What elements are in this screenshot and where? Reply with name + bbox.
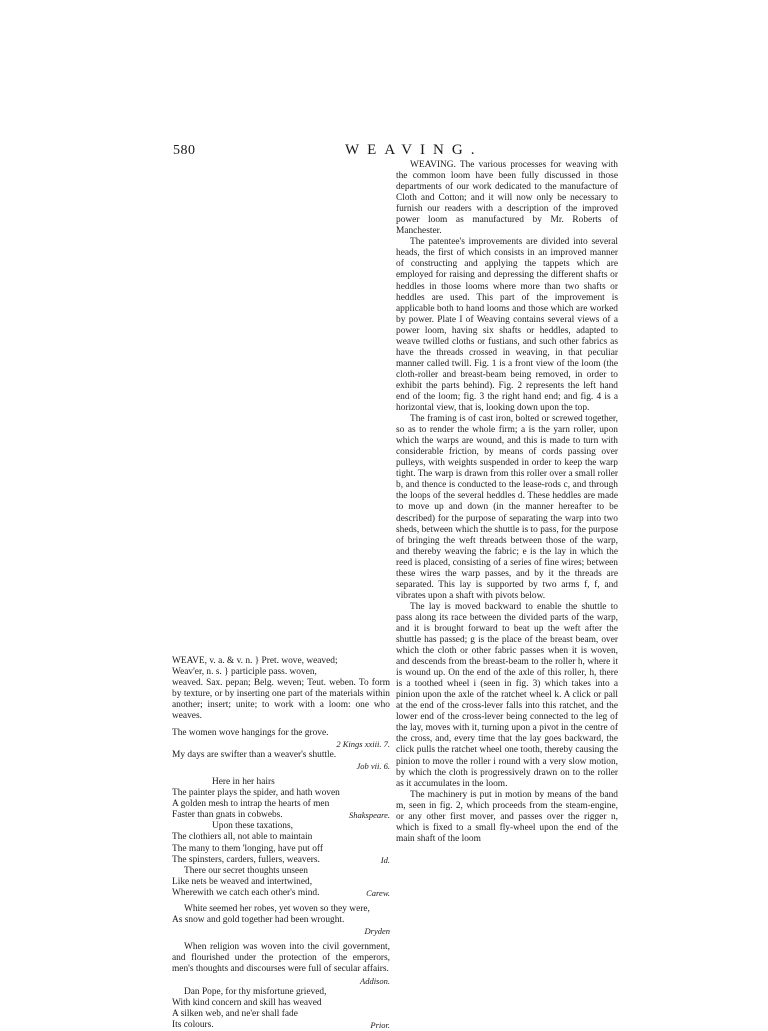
entry-headword-line: Weav'er, n. s. } participle pass. woven, <box>172 667 317 678</box>
quote-attribution: Carew. <box>366 887 390 898</box>
quote-attribution: Id. <box>380 854 390 865</box>
quote-line: There our secret thoughts unseen <box>184 865 308 876</box>
quotation <box>172 904 390 937</box>
quotation <box>172 728 390 750</box>
quote-line <box>172 1020 390 1031</box>
paragraph: The framing is of cast iron, bolted or screwed together, so as to render the whole firm; a is the yarn roller, upon which the warps are wound, and this is made to turn with considerable friction, by means of cords passing over pulleys, with weights suspended in order to keep the warp tight. The warp is drawn from this roller over a small roller b, and thence is conducted to the lease-rods c, and through the loops of the several heddles d. These heddles are made to move up and down (in the manner hereafter to be described) for the purpose of separating the warp into two sheds, between which the shuttle is to pass, for the purpose of bringing the weft threads between those of the warp, and thereby weaving the fabric; e is the lay in which the reed is placed, consisting of a series of fine wires; between these wires the warp passes, and by it the threads are separated. This lay is supported by two arms f, f, and vibrates upon a shaft with pivots below. <box>396 414 618 601</box>
quote-line: Here in her hairs <box>212 776 275 787</box>
quote-line: Upon these taxations, <box>212 821 293 832</box>
quotation <box>172 866 390 899</box>
paragraph: The lay is moved backward to enable the shuttle to pass along its race between the divided parts of the warp, and it is brought forward to beat up the weft after the shuttle has passed; g is the place of the breast beam, over which the cloth or other fabric passes when it is woven, and descends from the breast-beam to the roller h, where it is wound up. On the end of the axle of this roller, h, there is a toothed wheel i (seen in fig. 3) which takes into a pinion upon the axle of the ratchet wheel k. A click or pall at the end of the cross-lever falls into this ratchet, and the lower end of the cross-lever being connected to the leg of the lay, moves with it, turning upon a pivot in the centre of the cross, and, every time that the lay goes backward, the click pulls the ratchet wheel one tooth, thereby causing the pinion to move the roller i round with a very slow motion, by which the cloth is progressively drawn on to the roller as it accumulates in the loom. <box>396 601 618 789</box>
quote-line <box>172 888 390 899</box>
quote-line: The clothiers all, not able to maintain <box>172 832 313 843</box>
quote-citation: Dryden <box>364 926 390 937</box>
quote-line-text: The spinsters, carders, fullers, weavers. <box>172 854 320 865</box>
quote-citation: Job vii. 6. <box>356 760 390 771</box>
quote-line-text: Faster than gnats in cobwebs. <box>172 810 283 821</box>
quote-line: The painter plays the spider, and hath woven <box>172 788 340 799</box>
quote-line: A golden mesh to intrap the hearts of men <box>172 799 330 810</box>
quotation <box>172 821 390 865</box>
quote-attribution: Prior. <box>370 1019 390 1030</box>
quote-line <box>172 810 390 821</box>
quotation <box>172 987 390 1031</box>
quote-line: White seemed her robes, yet woven so they were, <box>184 903 370 914</box>
quote-line <box>172 855 390 866</box>
page-number: 580 <box>173 143 196 158</box>
quote-attribution: Addison. <box>360 975 390 986</box>
page-title: WEAVING. <box>345 142 483 158</box>
quote-line-text: Its colours. <box>172 1019 214 1030</box>
entry-headword-line: WEAVE, v. a. & v. n. } Pret. wove, weaved; <box>172 656 338 666</box>
quote-line: My days are swifter than a weaver's shuttle. <box>172 749 337 760</box>
dictionary-entry-column <box>172 656 390 1031</box>
quote-line: The many to them 'longing, have put off <box>172 843 323 854</box>
entry-definition: weaved. Sax. peƿan; Belg. weven; Teut. weben. To form by texture, or by inserting one part of the materials within another; insert; unite; to work with a loom: one who weaves. <box>172 678 390 722</box>
quote-line-text: Wherewith we catch each other's mind. <box>172 887 320 898</box>
quotation <box>172 942 390 986</box>
quote-citation: 2 Kings xxiii. 7. <box>336 738 390 749</box>
quote-line: Dan Pope, for thy misfortune grieved, <box>184 986 327 997</box>
article-column-right <box>396 160 618 845</box>
paragraph: WEAVING. The various processes for weaving with the common loom have been fully discussed in those departments of our work dedicated to the manufacture of Cloth and Cotton; and it will now only be necessary to furnish our readers with a description of the improved power loom as manufactured by Mr. Roberts of Manchester. <box>396 160 618 237</box>
quotation <box>172 777 390 821</box>
quotation <box>172 750 390 772</box>
paragraph: The machinery is put in motion by means of the band m, seen in fig. 2, which proceeds from the steam-engine, or any other first mover, and passes over the rigger n, which is fixed to a small fly-wheel upon the end of the main shaft of the loom <box>396 789 618 844</box>
quote-line: As snow and gold together had been wrought. <box>172 915 345 926</box>
quote-line: Like nets be weaved and intertwined, <box>172 876 313 887</box>
quote-line: With kind concern and skill has weaved <box>172 997 322 1008</box>
paragraph: The patentee's improvements are divided into several heads, the first of which consists in an improved manner of constructing and applying the tappets which are employed for raising and depressing the different shafts or heddles in those looms where more than two shafts or heddles are used. This part of the improvement is applicable both to hand looms and those which are worked by power. Plate I of Weaving contains several views of a power loom, having six shafts or heddles, adapted to weave twilled cloths or fustians, and such other fabrics as have the threads crossed in weaving, in that peculiar manner called twill. Fig. 1 is a front view of the loom (the cloth-roller and breast-beam being removed, in order to exhibit the parts behind). Fig. 2 represents the left hand end of the loom; fig. 3 the right hand end; and fig. 4 is a horizontal view, that is, looking down upon the top. <box>396 237 618 414</box>
quote-line: The women wove hangings for the grove. <box>172 727 329 738</box>
quote-line: When religion was woven into the civil government, and flourished under the protection of the emperors, men's thoughts and discourses were full of secular affairs. <box>172 942 390 975</box>
quote-line: A silken web, and ne'er shall fade <box>172 1008 298 1019</box>
quote-attribution: Shakspeare. <box>349 810 390 821</box>
